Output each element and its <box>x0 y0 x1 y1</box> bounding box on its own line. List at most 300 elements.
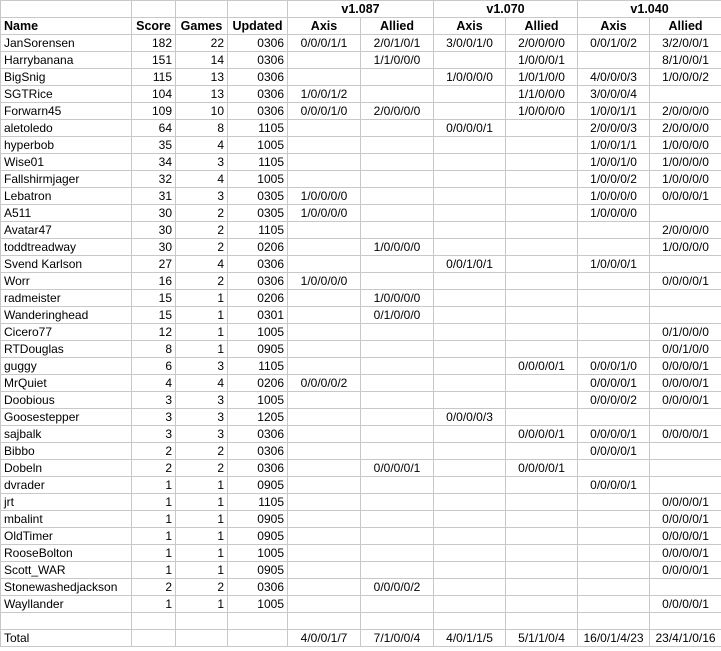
table-row <box>1 52 721 69</box>
v1040-axis-cell: 0/0/0/0/1 <box>578 426 650 443</box>
v1070-allied-cell: 1/0/0/0/1 <box>506 52 578 69</box>
player-name-cell: Doobious <box>1 392 132 409</box>
games-cell: 2 <box>176 579 228 596</box>
v1070-axis-cell <box>434 579 506 596</box>
player-name-cell: MrQuiet <box>1 375 132 392</box>
v1040-allied-cell: 0/0/0/0/1 <box>650 562 721 579</box>
score-cell: 16 <box>132 273 176 290</box>
table-row <box>1 103 721 120</box>
table-row <box>1 290 721 307</box>
player-name-cell: aletoledo <box>1 120 132 137</box>
v1070-allied-cell <box>506 409 578 426</box>
score-cell: 2 <box>132 460 176 477</box>
version-header: v1.070 <box>434 1 578 18</box>
v1087-allied-cell <box>361 324 434 341</box>
v1087-allied-cell <box>361 426 434 443</box>
updated-cell: 1105 <box>228 120 288 137</box>
v1070-axis-cell <box>434 137 506 154</box>
v1087-allied-cell: 2/0/0/0/0 <box>361 103 434 120</box>
v1040-axis-cell: 2/0/0/0/3 <box>578 120 650 137</box>
updated-cell: 0306 <box>228 69 288 86</box>
v1070-allied-cell <box>506 171 578 188</box>
v1087-allied-cell <box>361 69 434 86</box>
v1040-axis-cell: 0/0/0/0/1 <box>578 443 650 460</box>
v1040-axis-cell <box>578 460 650 477</box>
v1087-axis-cell: 1/0/0/0/0 <box>288 188 361 205</box>
table-row <box>1 579 721 596</box>
v1087-allied-cell <box>361 511 434 528</box>
v1070-allied-cell: 1/1/0/0/0 <box>506 86 578 103</box>
v1040-axis-cell <box>578 545 650 562</box>
v1087-axis-cell <box>288 562 361 579</box>
v1040-allied-cell: 0/0/0/0/1 <box>650 358 721 375</box>
games-cell: 1 <box>176 494 228 511</box>
updated-cell: 0306 <box>228 52 288 69</box>
v1040-allied-cell <box>650 409 721 426</box>
updated-cell: 0306 <box>228 426 288 443</box>
updated-cell: 0206 <box>228 239 288 256</box>
v1040-axis-cell: 1/0/0/0/0 <box>578 205 650 222</box>
v1087-allied-cell <box>361 562 434 579</box>
v1087-axis-cell <box>288 409 361 426</box>
v1070-allied-cell <box>506 443 578 460</box>
updated-header: Updated <box>228 18 288 35</box>
games-cell: 1 <box>176 290 228 307</box>
table-row <box>1 596 721 613</box>
table-row <box>1 256 721 273</box>
v1070-axis-cell <box>434 188 506 205</box>
v1040-allied-cell: 0/0/0/0/1 <box>650 392 721 409</box>
score-cell: 32 <box>132 171 176 188</box>
axis-header: Axis <box>288 18 361 35</box>
player-name-cell: Avatar47 <box>1 222 132 239</box>
v1040-axis-cell <box>578 52 650 69</box>
v1087-allied-cell <box>361 341 434 358</box>
v1087-allied-cell: 1/0/0/0/0 <box>361 239 434 256</box>
v1070-axis-cell <box>434 307 506 324</box>
total-cell: 4/0/1/1/5 <box>434 630 506 647</box>
v1070-axis-cell <box>434 154 506 171</box>
v1087-axis-cell <box>288 579 361 596</box>
v1070-axis-cell <box>434 358 506 375</box>
allied-header: Allied <box>506 18 578 35</box>
v1070-axis-cell <box>434 511 506 528</box>
updated-cell: 0905 <box>228 341 288 358</box>
score-cell: 30 <box>132 205 176 222</box>
v1087-allied-cell: 0/0/0/0/2 <box>361 579 434 596</box>
score-cell: 8 <box>132 341 176 358</box>
table-row <box>1 562 721 579</box>
score-cell: 30 <box>132 239 176 256</box>
v1087-axis-cell: 1/0/0/1/2 <box>288 86 361 103</box>
v1087-axis-cell <box>288 120 361 137</box>
v1070-allied-cell <box>506 256 578 273</box>
v1070-allied-cell: 0/0/0/0/1 <box>506 358 578 375</box>
v1040-allied-cell <box>650 579 721 596</box>
v1087-axis-cell <box>288 69 361 86</box>
table-row <box>1 171 721 188</box>
player-name-cell: Svend Karlson <box>1 256 132 273</box>
score-cell: 30 <box>132 222 176 239</box>
v1070-allied-cell <box>506 545 578 562</box>
player-name-cell: dvrader <box>1 477 132 494</box>
v1040-allied-cell: 0/1/0/0/0 <box>650 324 721 341</box>
table-row <box>1 69 721 86</box>
score-cell: 151 <box>132 52 176 69</box>
v1040-allied-cell: 8/1/0/0/1 <box>650 52 721 69</box>
total-label: Total <box>1 630 132 647</box>
v1070-axis-cell <box>434 205 506 222</box>
score-cell: 104 <box>132 86 176 103</box>
v1040-allied-cell: 0/0/0/0/1 <box>650 494 721 511</box>
v1040-allied-cell <box>650 86 721 103</box>
v1087-allied-cell <box>361 120 434 137</box>
v1087-axis-cell <box>288 392 361 409</box>
player-name-cell: toddtreadway <box>1 239 132 256</box>
games-cell: 10 <box>176 103 228 120</box>
games-cell: 1 <box>176 307 228 324</box>
total-cell: 7/1/0/0/4 <box>361 630 434 647</box>
allied-header: Allied <box>650 18 721 35</box>
updated-cell: 0301 <box>228 307 288 324</box>
updated-cell: 0306 <box>228 86 288 103</box>
v1070-allied-cell <box>506 528 578 545</box>
v1087-allied-cell <box>361 256 434 273</box>
v1070-allied-cell <box>506 154 578 171</box>
score-cell: 1 <box>132 494 176 511</box>
v1040-axis-cell <box>578 222 650 239</box>
updated-cell: 0306 <box>228 103 288 120</box>
updated-cell: 0305 <box>228 205 288 222</box>
v1087-allied-cell <box>361 205 434 222</box>
updated-cell: 1105 <box>228 222 288 239</box>
updated-cell: 1105 <box>228 358 288 375</box>
games-cell: 3 <box>176 358 228 375</box>
v1040-axis-cell <box>578 596 650 613</box>
games-cell: 2 <box>176 443 228 460</box>
updated-cell: 0306 <box>228 579 288 596</box>
games-cell: 22 <box>176 35 228 52</box>
updated-cell: 0305 <box>228 188 288 205</box>
table-row <box>1 443 721 460</box>
v1070-allied-cell <box>506 205 578 222</box>
updated-cell: 1005 <box>228 324 288 341</box>
player-name-cell: guggy <box>1 358 132 375</box>
name-header: Name <box>1 18 132 35</box>
v1087-allied-cell <box>361 494 434 511</box>
score-cell: 15 <box>132 290 176 307</box>
player-name-cell: Forwarn45 <box>1 103 132 120</box>
updated-cell: 1005 <box>228 596 288 613</box>
v1040-axis-cell <box>578 528 650 545</box>
v1087-allied-cell <box>361 392 434 409</box>
v1040-axis-cell <box>578 579 650 596</box>
player-name-cell: A511 <box>1 205 132 222</box>
v1040-axis-cell: 1/0/0/0/0 <box>578 188 650 205</box>
version-header-row <box>1 1 721 18</box>
player-name-cell: Wise01 <box>1 154 132 171</box>
v1040-axis-cell <box>578 273 650 290</box>
v1070-axis-cell <box>434 460 506 477</box>
updated-cell: 0206 <box>228 375 288 392</box>
games-cell: 2 <box>176 222 228 239</box>
score-cell: 4 <box>132 375 176 392</box>
score-cell: 1 <box>132 477 176 494</box>
v1040-axis-cell <box>578 324 650 341</box>
v1040-allied-cell: 0/0/0/0/1 <box>650 528 721 545</box>
v1087-allied-cell <box>361 375 434 392</box>
games-cell: 1 <box>176 596 228 613</box>
player-name-cell: Wayllander <box>1 596 132 613</box>
v1040-allied-cell: 0/0/0/0/1 <box>650 375 721 392</box>
v1087-axis-cell <box>288 545 361 562</box>
updated-cell: 0905 <box>228 528 288 545</box>
v1087-axis-cell <box>288 341 361 358</box>
table-row <box>1 188 721 205</box>
games-cell: 13 <box>176 69 228 86</box>
v1070-allied-cell <box>506 273 578 290</box>
player-name-cell: Worr <box>1 273 132 290</box>
player-name-cell: Stonewashedjackson <box>1 579 132 596</box>
v1070-allied-cell <box>506 137 578 154</box>
v1070-allied-cell: 1/0/0/0/0 <box>506 103 578 120</box>
v1087-allied-cell <box>361 596 434 613</box>
v1040-allied-cell <box>650 477 721 494</box>
v1070-axis-cell <box>434 562 506 579</box>
table-row <box>1 154 721 171</box>
v1070-allied-cell: 2/0/0/0/0 <box>506 35 578 52</box>
v1070-axis-cell <box>434 596 506 613</box>
v1040-axis-cell <box>578 307 650 324</box>
games-cell: 1 <box>176 477 228 494</box>
player-name-cell: SGTRice <box>1 86 132 103</box>
v1070-allied-cell: 0/0/0/0/1 <box>506 460 578 477</box>
v1087-allied-cell <box>361 443 434 460</box>
v1040-axis-cell: 0/0/0/0/2 <box>578 392 650 409</box>
games-cell: 3 <box>176 409 228 426</box>
games-cell: 13 <box>176 86 228 103</box>
table-row <box>1 273 721 290</box>
score-cell: 6 <box>132 358 176 375</box>
table-row <box>1 460 721 477</box>
table-row <box>1 494 721 511</box>
updated-cell: 0905 <box>228 477 288 494</box>
games-cell: 3 <box>176 154 228 171</box>
v1070-axis-cell: 0/0/1/0/1 <box>434 256 506 273</box>
v1087-allied-cell <box>361 171 434 188</box>
v1087-axis-cell <box>288 137 361 154</box>
v1040-allied-cell: 3/2/0/0/1 <box>650 35 721 52</box>
updated-cell: 1005 <box>228 392 288 409</box>
updated-cell: 1005 <box>228 137 288 154</box>
v1087-axis-cell: 0/0/0/1/0 <box>288 103 361 120</box>
score-cell: 3 <box>132 392 176 409</box>
player-name-cell: RTDouglas <box>1 341 132 358</box>
v1040-axis-cell: 0/0/0/0/1 <box>578 375 650 392</box>
column-header-row <box>1 18 721 35</box>
v1070-allied-cell <box>506 307 578 324</box>
score-cell: 1 <box>132 511 176 528</box>
games-cell: 4 <box>176 137 228 154</box>
table-row <box>1 205 721 222</box>
v1040-allied-cell: 2/0/0/0/0 <box>650 103 721 120</box>
v1040-axis-cell <box>578 562 650 579</box>
v1070-allied-cell: 0/0/0/0/1 <box>506 426 578 443</box>
v1087-axis-cell <box>288 443 361 460</box>
v1070-axis-cell <box>434 222 506 239</box>
score-cell: 115 <box>132 69 176 86</box>
v1087-axis-cell <box>288 324 361 341</box>
v1087-allied-cell: 1/1/0/0/0 <box>361 52 434 69</box>
v1070-allied-cell <box>506 290 578 307</box>
v1070-axis-cell <box>434 392 506 409</box>
v1040-allied-cell <box>650 205 721 222</box>
updated-cell: 0206 <box>228 290 288 307</box>
player-name-cell: Wanderinghead <box>1 307 132 324</box>
v1070-allied-cell <box>506 375 578 392</box>
v1070-allied-cell <box>506 477 578 494</box>
score-cell: 31 <box>132 188 176 205</box>
player-name-cell: Cicero77 <box>1 324 132 341</box>
games-cell: 3 <box>176 188 228 205</box>
score-cell: 3 <box>132 426 176 443</box>
score-cell: 12 <box>132 324 176 341</box>
v1087-allied-cell <box>361 86 434 103</box>
v1087-allied-cell <box>361 273 434 290</box>
version-header: v1.040 <box>578 1 721 18</box>
player-name-cell: Scott_WAR <box>1 562 132 579</box>
score-cell: 34 <box>132 154 176 171</box>
player-name-cell: sajbalk <box>1 426 132 443</box>
v1040-allied-cell: 0/0/0/0/1 <box>650 426 721 443</box>
v1070-axis-cell <box>434 528 506 545</box>
v1040-axis-cell: 4/0/0/0/3 <box>578 69 650 86</box>
v1087-axis-cell <box>288 494 361 511</box>
table-row <box>1 477 721 494</box>
v1087-axis-cell <box>288 290 361 307</box>
v1070-axis-cell <box>434 86 506 103</box>
games-cell: 1 <box>176 562 228 579</box>
v1040-allied-cell: 1/0/0/0/0 <box>650 137 721 154</box>
blank-header <box>1 1 132 18</box>
score-cell: 1 <box>132 528 176 545</box>
v1040-allied-cell <box>650 256 721 273</box>
v1087-axis-cell <box>288 52 361 69</box>
v1087-axis-cell <box>288 511 361 528</box>
table-row <box>1 137 721 154</box>
player-name-cell: Goosestepper <box>1 409 132 426</box>
v1040-axis-cell <box>578 494 650 511</box>
score-header: Score <box>132 18 176 35</box>
table-row <box>1 358 721 375</box>
updated-cell: 0905 <box>228 511 288 528</box>
v1040-axis-cell <box>578 341 650 358</box>
player-name-cell: mbalint <box>1 511 132 528</box>
v1070-axis-cell: 1/0/0/0/0 <box>434 69 506 86</box>
v1087-allied-cell: 2/0/1/0/1 <box>361 35 434 52</box>
total-cell: 5/1/1/0/4 <box>506 630 578 647</box>
blank-header <box>228 1 288 18</box>
v1070-allied-cell <box>506 120 578 137</box>
v1087-axis-cell: 0/0/0/0/2 <box>288 375 361 392</box>
spacer-row <box>1 613 721 630</box>
v1087-allied-cell <box>361 528 434 545</box>
v1040-axis-cell <box>578 409 650 426</box>
v1087-allied-cell: 0/1/0/0/0 <box>361 307 434 324</box>
updated-cell: 0905 <box>228 562 288 579</box>
v1070-allied-cell <box>506 239 578 256</box>
v1087-allied-cell: 1/0/0/0/0 <box>361 290 434 307</box>
score-cell: 1 <box>132 562 176 579</box>
updated-cell: 0306 <box>228 256 288 273</box>
table-body <box>1 35 721 613</box>
v1040-allied-cell: 1/0/0/0/0 <box>650 154 721 171</box>
games-cell: 1 <box>176 341 228 358</box>
v1087-axis-cell: 0/0/0/1/1 <box>288 35 361 52</box>
v1087-axis-cell <box>288 307 361 324</box>
blank-header <box>132 1 176 18</box>
v1087-axis-cell <box>288 222 361 239</box>
games-cell: 4 <box>176 171 228 188</box>
games-cell: 2 <box>176 460 228 477</box>
table-row <box>1 545 721 562</box>
games-cell: 2 <box>176 239 228 256</box>
table-row <box>1 409 721 426</box>
v1087-allied-cell <box>361 137 434 154</box>
v1040-axis-cell <box>578 290 650 307</box>
v1040-axis-cell: 1/0/0/1/1 <box>578 137 650 154</box>
v1070-allied-cell: 1/0/1/0/0 <box>506 69 578 86</box>
table-row <box>1 528 721 545</box>
blank-header <box>176 1 228 18</box>
v1087-axis-cell <box>288 426 361 443</box>
v1070-allied-cell <box>506 494 578 511</box>
v1087-axis-cell <box>288 460 361 477</box>
v1040-allied-cell: 0/0/0/0/1 <box>650 545 721 562</box>
v1070-allied-cell <box>506 562 578 579</box>
v1070-allied-cell <box>506 324 578 341</box>
v1040-allied-cell <box>650 290 721 307</box>
v1070-allied-cell <box>506 222 578 239</box>
updated-cell: 0306 <box>228 460 288 477</box>
v1070-axis-cell <box>434 171 506 188</box>
v1040-axis-cell <box>578 511 650 528</box>
v1040-allied-cell: 0/0/0/0/1 <box>650 596 721 613</box>
games-cell: 1 <box>176 528 228 545</box>
player-name-cell: hyperbob <box>1 137 132 154</box>
score-cell: 2 <box>132 443 176 460</box>
v1040-allied-cell: 1/0/0/0/0 <box>650 171 721 188</box>
v1040-allied-cell: 0/0/1/0/0 <box>650 341 721 358</box>
v1087-axis-cell: 1/0/0/0/0 <box>288 273 361 290</box>
v1070-allied-cell <box>506 596 578 613</box>
table-row <box>1 86 721 103</box>
games-cell: 3 <box>176 426 228 443</box>
allied-header: Allied <box>361 18 434 35</box>
v1070-allied-cell <box>506 188 578 205</box>
table-row <box>1 222 721 239</box>
v1087-allied-cell <box>361 477 434 494</box>
player-name-cell: Harrybanana <box>1 52 132 69</box>
v1070-axis-cell <box>434 52 506 69</box>
v1070-axis-cell <box>434 273 506 290</box>
player-name-cell: JanSorensen <box>1 35 132 52</box>
updated-cell: 1005 <box>228 171 288 188</box>
v1070-axis-cell: 0/0/0/0/1 <box>434 120 506 137</box>
v1087-allied-cell: 0/0/0/0/1 <box>361 460 434 477</box>
v1040-axis-cell: 1/0/0/0/2 <box>578 171 650 188</box>
v1087-axis-cell <box>288 256 361 273</box>
